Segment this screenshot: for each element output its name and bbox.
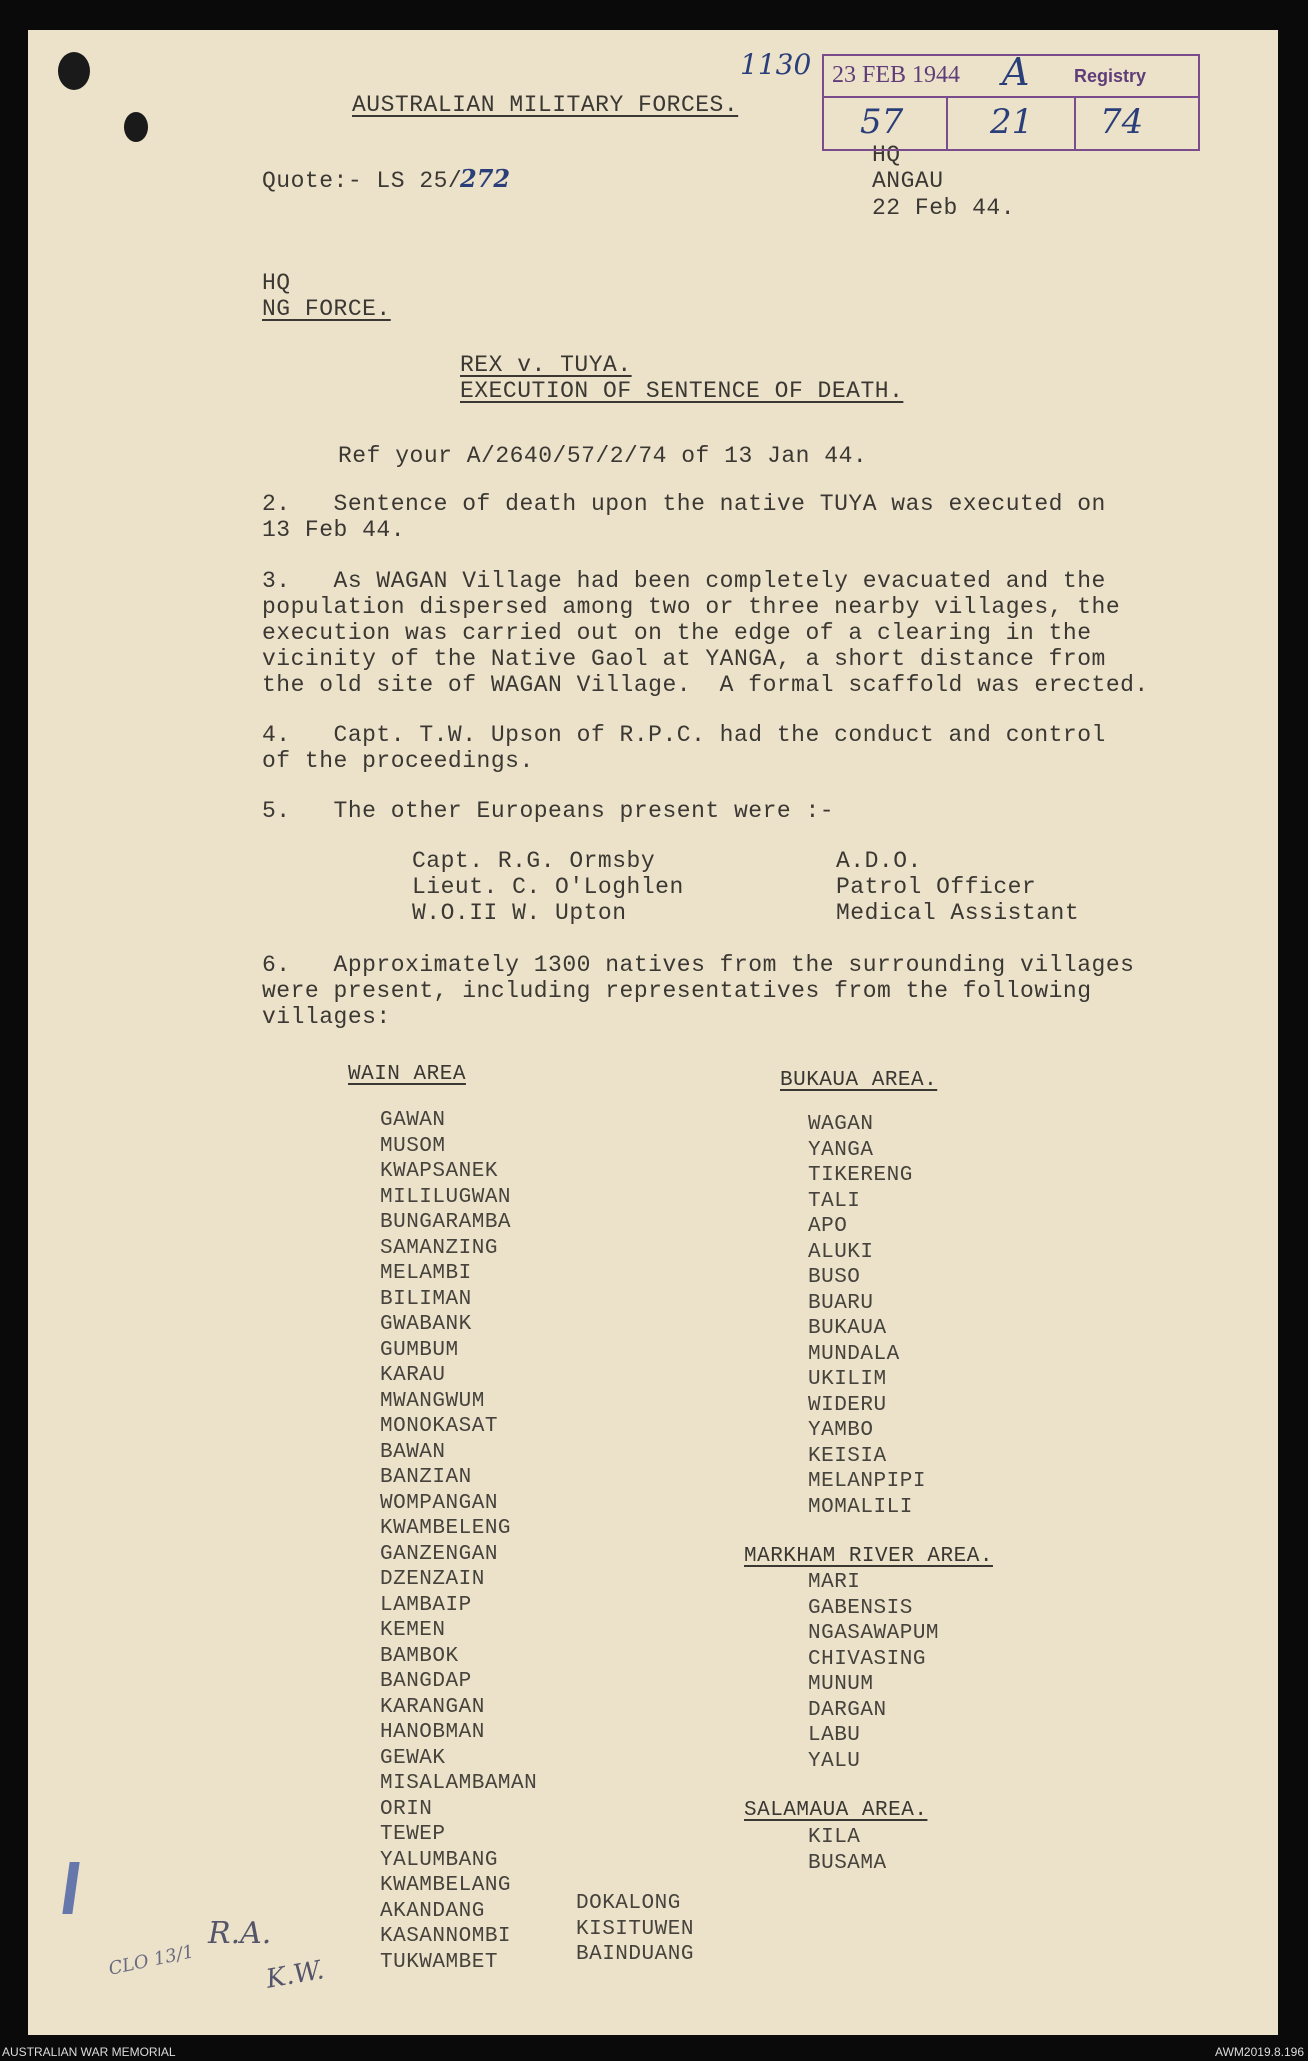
village-name: TIKERENG <box>808 1164 913 1187</box>
marginal-note: CLO 13/1 <box>106 1941 196 1980</box>
area-heading-salamaua: SALAMAUA AREA. <box>744 1799 928 1822</box>
village-name: KWAPSANEK <box>380 1160 498 1183</box>
village-name: YALU <box>808 1749 861 1773</box>
stamp-initial: A <box>1002 50 1030 94</box>
village-name: KARANGAN <box>380 1695 485 1719</box>
village-name: KEISIA <box>808 1444 887 1468</box>
stamp-cell-2: 21 <box>990 102 1034 142</box>
stamp-label: Registry <box>1074 66 1147 86</box>
registry-stamp <box>822 50 1200 151</box>
para-3-line: population dispersed among two or three nearby villages, the <box>262 594 1121 620</box>
para-6-line: villages: <box>262 1004 391 1030</box>
document-page <box>28 30 1278 2035</box>
para-2-line: 2. Sentence of death upon the native TUYA was executed on <box>262 491 1106 517</box>
village-name: GEWAK <box>380 1746 446 1770</box>
village-name: UKILIM <box>808 1368 887 1391</box>
village-name: BUARU <box>808 1291 874 1315</box>
paper-damage <box>124 112 148 142</box>
stamp-divider-horizontal <box>824 96 1198 98</box>
village-name: BANZIAN <box>380 1466 472 1489</box>
para-2-line: 13 Feb 44. <box>262 517 406 543</box>
village-name: BUNGARAMBA <box>380 1211 512 1234</box>
stamp-date: 23 FEB 1944 <box>832 62 961 88</box>
village-name: KEMEN <box>380 1619 446 1642</box>
para-6-line: 6. Approximately 1300 natives from the surrounding villages <box>262 952 1135 978</box>
para-5-line: 5. The other Europeans present were :- <box>262 798 835 824</box>
european-role: Medical Assistant <box>836 900 1080 926</box>
area-heading-wain: WAIN AREA <box>348 1063 466 1086</box>
archive-accession: AWM2019.8.196 <box>1215 2045 1304 2059</box>
village-name: DZENZAIN <box>380 1568 485 1591</box>
stamp-divider-1 <box>946 96 948 149</box>
village-name: KISITUWEN <box>576 1917 694 1941</box>
village-name: MOMALILI <box>808 1495 913 1519</box>
village-name: GAWAN <box>380 1109 446 1132</box>
letter-date: 22 Feb 44. <box>872 195 1016 221</box>
village-name: SAMANZING <box>380 1236 498 1260</box>
village-list-salamaua <box>808 1825 887 1876</box>
subject-line-2: EXECUTION OF SENTENCE OF DEATH. <box>460 378 904 404</box>
village-name: HANOBMAN <box>380 1721 485 1744</box>
subject-line-1: REX v. TUYA. <box>460 352 632 378</box>
village-name: DARGAN <box>808 1698 887 1722</box>
village-name: BAWAN <box>380 1440 446 1464</box>
village-name: DOKALONG <box>576 1892 681 1915</box>
village-list-wain-extra <box>576 1891 694 1968</box>
village-name: GWABANK <box>380 1313 472 1336</box>
village-name: APO <box>808 1215 848 1238</box>
village-name: TALI <box>808 1189 861 1213</box>
village-name: BAMBOK <box>380 1644 459 1668</box>
stamp-cell-1: 57 <box>860 102 904 142</box>
village-name: GANZENGAN <box>380 1542 498 1566</box>
european-role: A.D.O. <box>836 848 922 874</box>
village-name: MELANPIPI <box>808 1470 926 1493</box>
village-name: MWANGWUM <box>380 1389 485 1413</box>
addressee-unit: NG FORCE. <box>262 296 391 322</box>
village-name: TEWEP <box>380 1823 446 1846</box>
para-3-line: vicinity of the Native Gaol at YANGA, a short distance from <box>262 646 1106 672</box>
handwritten-initials: K.W. <box>263 1955 327 1995</box>
village-name: BUKAUA <box>808 1317 887 1340</box>
quote-reference: Quote:- LS 25/ <box>262 168 463 194</box>
village-name: MELAMBI <box>380 1262 472 1285</box>
village-name: KARAU <box>380 1364 446 1387</box>
stamp-divider-2 <box>1074 96 1076 149</box>
from-unit: ANGAU <box>872 168 944 194</box>
village-name: MUSOM <box>380 1134 446 1158</box>
village-name: MARI <box>808 1571 861 1594</box>
village-name: AKANDANG <box>380 1899 485 1923</box>
village-name: CHIVASING <box>808 1647 926 1671</box>
village-name: GUMBUM <box>380 1338 459 1362</box>
village-name: BUSAMA <box>808 1851 887 1875</box>
quote-handwritten-number: 272 <box>460 164 511 193</box>
european-role: Patrol Officer <box>836 874 1037 900</box>
addressee-hq: HQ <box>262 270 291 296</box>
para-4-line: of the proceedings. <box>262 748 534 774</box>
village-name: MILILUGWAN <box>380 1185 512 1209</box>
village-name: WAGAN <box>808 1113 874 1136</box>
file-number-handwritten: 1130 <box>740 48 812 81</box>
village-name: MONOKASAT <box>380 1415 498 1438</box>
village-name: YALUMBANG <box>380 1848 498 1872</box>
european-name: Capt. R.G. Ormsby <box>412 848 656 874</box>
village-name: BANGDAP <box>380 1670 472 1693</box>
para-3-line: the old site of WAGAN Village. A formal scaffold was erected. <box>262 672 1149 698</box>
area-heading-bukaua: BUKAUA AREA. <box>780 1069 938 1092</box>
village-name: KWAMBELANG <box>380 1874 512 1897</box>
archive-credit: AUSTRALIAN WAR MEMORIAL <box>2 2045 176 2059</box>
european-name: Lieut. C. O'Loghlen <box>412 874 684 900</box>
para-3-line: 3. As WAGAN Village had been completely evacuated and the <box>262 568 1106 594</box>
village-name: BAINDUANG <box>576 1943 694 1966</box>
para-6-line: were present, including representatives from the following <box>262 978 1092 1004</box>
village-name: NGASAWAPUM <box>808 1622 940 1645</box>
para-4-line: 4. Capt. T.W. Upson of R.P.C. had the conduct and control <box>262 722 1106 748</box>
village-name: MISALAMBAMAN <box>380 1772 538 1795</box>
reference-line: Ref your A/2640/57/2/74 of 13 Jan 44. <box>338 443 868 469</box>
village-list-wain <box>380 1108 537 1975</box>
area-heading-markham: MARKHAM RIVER AREA. <box>744 1545 993 1568</box>
village-name: KASANNOMBI <box>380 1925 512 1948</box>
handwritten-initials: R.A. <box>208 1916 272 1951</box>
village-list-markham <box>808 1570 939 1774</box>
paper-damage <box>58 52 90 90</box>
village-name: BILIMAN <box>380 1287 472 1311</box>
village-name: YANGA <box>808 1138 874 1162</box>
stamp-cell-3: 74 <box>1100 102 1144 142</box>
village-name: KILA <box>808 1826 861 1849</box>
para-3-line: execution was carried out on the edge of a clearing in the <box>262 620 1092 646</box>
village-name: WIDERU <box>808 1393 887 1417</box>
village-name: LAMBAIP <box>380 1593 472 1617</box>
village-name: MUNUM <box>808 1673 874 1696</box>
village-name: TUKWAMBET <box>380 1950 498 1974</box>
village-name: KWAMBELENG <box>380 1517 512 1540</box>
village-name: ORIN <box>380 1797 433 1821</box>
village-name: BUSO <box>808 1266 861 1289</box>
village-name: LABU <box>808 1724 861 1747</box>
from-hq: HQ <box>872 142 901 168</box>
village-name: MUNDALA <box>808 1342 900 1366</box>
village-name: ALUKI <box>808 1240 874 1264</box>
village-name: YAMBO <box>808 1419 874 1442</box>
european-name: W.O.II W. Upton <box>412 900 627 926</box>
village-list-bukaua <box>808 1112 926 1520</box>
village-name: WOMPANGAN <box>380 1491 498 1515</box>
village-name: GABENSIS <box>808 1596 913 1620</box>
org-heading: AUSTRALIAN MILITARY FORCES. <box>352 92 739 118</box>
